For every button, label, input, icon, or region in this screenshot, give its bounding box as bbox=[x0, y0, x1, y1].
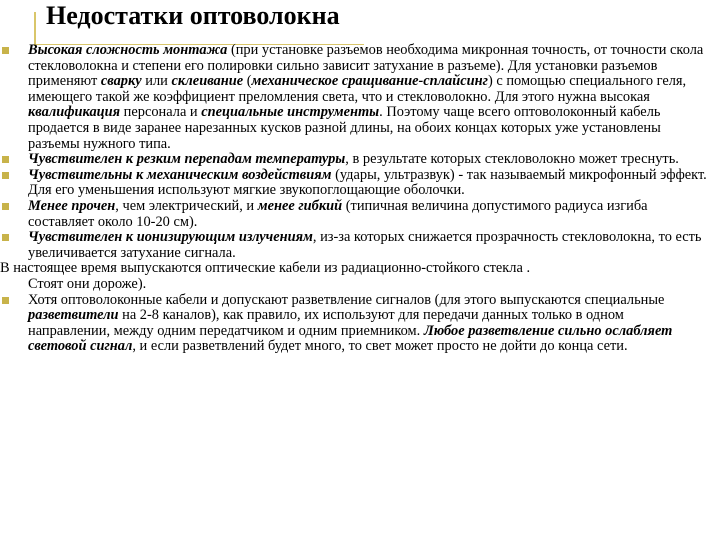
emphasis-text: Высокая сложность монтажа bbox=[28, 42, 228, 58]
body-text: , чем электрический, и bbox=[115, 197, 258, 214]
bullet-text bbox=[28, 167, 707, 199]
square-bullet-icon bbox=[2, 297, 9, 304]
body-text: , и если разветвлений будет много, то свет может просто не дойти до конца сети. bbox=[132, 338, 628, 355]
emphasis-text: Чувствительны к механическим воздействиям bbox=[28, 166, 332, 183]
emphasis-text: Чувствителен к резким перепадам температуры bbox=[28, 151, 346, 168]
body-text: (удары, ультразвук) - так называемый микрофонный эффект. Для его уменьшения используют мягкие звукопоглощающие оболочки. bbox=[28, 166, 707, 199]
square-bullet-icon bbox=[2, 203, 9, 210]
square-bullet-icon bbox=[2, 234, 9, 241]
emphasis-text: склеивание bbox=[171, 73, 244, 90]
emphasis-text: специальные инструменты bbox=[201, 104, 380, 121]
page-title: Недостатки оптоволокна bbox=[46, 1, 340, 30]
square-bullet-icon bbox=[2, 156, 9, 163]
bullet-text bbox=[28, 198, 648, 230]
emphasis-text: механическое сращивание-сплайсинг bbox=[251, 73, 488, 90]
bullet-item bbox=[0, 199, 708, 230]
bullet-item bbox=[0, 152, 708, 168]
emphasis-text: квалификация bbox=[28, 104, 121, 121]
body-text: , из-за которых снижается прозрачность стекловолокна, то есть увеличивается затухание сигнала. bbox=[28, 229, 702, 261]
emphasis-text: Чувствителен к ионизирующим излучениям bbox=[28, 229, 313, 246]
emphasis-text: разветвители bbox=[28, 307, 119, 324]
body-text: ) с помощью специального геля, имеющего такой же коэффициент преломления света, что и стекловолокно. Для этого нужна высокая bbox=[28, 73, 687, 105]
note-first-line: В настоящее время выпускаются оптические кабели из радиационно-стойкого стекла . bbox=[0, 260, 531, 277]
square-bullet-icon bbox=[2, 172, 9, 179]
note-continuation: Стоят они дороже). bbox=[28, 275, 147, 292]
emphasis-text: сварку bbox=[100, 73, 142, 90]
emphasis-text: Менее прочен bbox=[28, 197, 116, 214]
body-text: персонала и bbox=[120, 104, 202, 121]
bullet-text bbox=[28, 229, 702, 261]
body-text: . Поэтому чаще всего оптоволоконный кабель продается в виде заранее нарезанных кусков разной длины, на обоих концах которых уже установлены разъемы нужного типа. bbox=[28, 104, 661, 152]
note-paragraph bbox=[0, 261, 708, 292]
emphasis-text: менее гибкий bbox=[257, 197, 343, 214]
square-bullet-icon bbox=[2, 47, 9, 54]
body-text: , в результате которых стекловолокно может треснуть. bbox=[345, 151, 679, 168]
title-decoration bbox=[34, 12, 44, 46]
body-text: Хотя оптоволоконные кабели и допускают разветвление сигналов (для этого выпускаются специальные bbox=[28, 291, 665, 308]
bullet-item bbox=[0, 293, 708, 355]
bullet-text bbox=[28, 151, 679, 167]
body-text: или bbox=[141, 73, 172, 90]
bullet-text bbox=[28, 292, 672, 355]
body-text: на 2-8 каналов), как правило, их используют для передачи данных только в одном направлении, между одним передатчиком и одним приемником. bbox=[28, 307, 624, 339]
body-text: (типичная величина допустимого радиуса изгиба составляет около 10-20 см). bbox=[28, 197, 648, 230]
body-text: ( bbox=[243, 73, 252, 90]
body-text: (при установке разъемов необходима микронная точность, от точности скола стекловолокна и степени его полировки сильно зависит затухание в разъеме). Для установки разъемов применяют bbox=[28, 42, 704, 90]
bullet-text bbox=[28, 42, 703, 152]
bullet-item bbox=[0, 168, 708, 199]
slide-content bbox=[0, 43, 708, 355]
bullet-item bbox=[0, 43, 708, 152]
emphasis-text: Любое разветвление сильно ослабляет световой сигнал bbox=[28, 322, 673, 355]
bullet-item bbox=[0, 230, 708, 261]
